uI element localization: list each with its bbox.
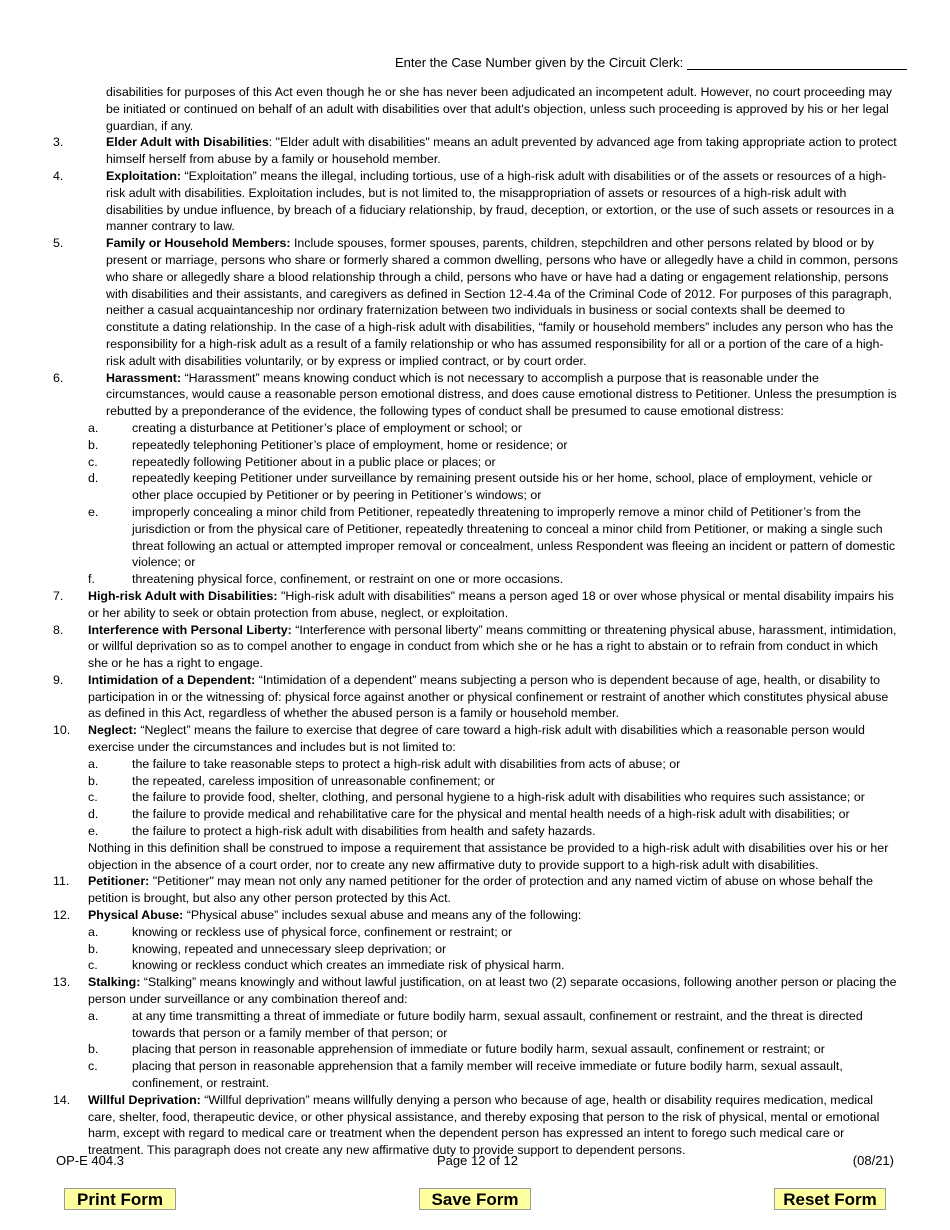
item-term: Family or Household Members: xyxy=(106,236,291,251)
item-term: Petitioner: xyxy=(88,874,150,889)
sub-text: knowing, repeated and unnecessary sleep deprivation; or xyxy=(132,941,447,956)
definition-item xyxy=(0,622,950,672)
print-form-button[interactable]: Print Form xyxy=(64,1188,176,1210)
intro-continuation: disabilities for purposes of this Act even though he or she has never been adjudicated an incompetent adult. However, no court proceeding may be initiated or continued on behalf of an adult with disabilities over that adult's objection, unless such proceeding is approved by his or her legal guardian, if any. xyxy=(106,85,892,133)
item-text: “Exploitation” means the illegal, including tortious, use of a high-risk adult with disabilities or of the assets or resources of a high-risk adult with disabilities. Exploitation includes, but is not limited to, the misappropriation of assets or resources of a high-risk adult with disabilities by undue influence, by breach of a fiduciary relationship, by fraud, deception, or extortion, or the use of such assets or resources in a manner contrary to law. xyxy=(106,168,894,234)
item-term: Exploitation: xyxy=(106,168,182,183)
sub-letter: a. xyxy=(88,756,99,771)
sub-item xyxy=(0,571,950,588)
sub-item xyxy=(0,420,950,437)
item-term: High-risk Adult with Disabilities: xyxy=(88,588,278,603)
definition-item xyxy=(0,974,950,1008)
sub-item xyxy=(0,1008,950,1042)
sub-item xyxy=(0,957,950,974)
item-term: Stalking: xyxy=(88,975,141,990)
sub-text: knowing or reckless use of physical force, confinement or restraint; or xyxy=(132,924,513,939)
item-text: "High-risk adult with disabilities" means a person aged 18 or over whose physical or mental disability impairs his or her ability to seek or obtain protection from abuse, neglect, or exploitation. xyxy=(88,588,894,620)
item-text: “Willful deprivation” means willfully denying a person who because of age, health or disability requires medication, medical care, shelter, food, therapeutic device, or other physical assistance, and thereby exposing that person to the risk of physical, mental or emotional harm, except with regard to medical care or treatment when the dependent person has expressed an intent to forego such medical care or treatment. This paragraph does not create any new affirmative duty to provide support to dependent persons. xyxy=(88,1092,880,1158)
sub-text: repeatedly telephoning Petitioner’s place of employment, home or residence; or xyxy=(132,437,568,452)
case-number-field[interactable] xyxy=(687,56,907,70)
item-number: 8. xyxy=(53,622,64,637)
neglect-note: Nothing in this definition shall be construed to impose a requirement that assistance be provided to a high-risk adult with disabilities over his or her objection in the absence of a court order, nor to create any new affirmative duty to provide support to a high-risk adult with disabilities. xyxy=(88,840,889,872)
sub-letter: b. xyxy=(88,773,99,788)
definition-item xyxy=(0,588,950,622)
item-number: 3. xyxy=(53,135,64,150)
sub-item xyxy=(0,823,950,840)
sub-item xyxy=(0,924,950,941)
sub-letter: b. xyxy=(88,1042,99,1057)
sub-letter: d. xyxy=(88,807,99,822)
sub-letter: c. xyxy=(88,1059,98,1074)
sub-text: the failure to take reasonable steps to protect a high-risk adult with disabilities from acts of abuse; or xyxy=(132,756,681,771)
item-number: 5. xyxy=(53,236,64,251)
item-term: Intimidation of a Dependent: xyxy=(88,672,256,687)
sub-letter: f. xyxy=(88,572,95,587)
item-text: “Intimidation of a dependent” means subjecting a person who is dependent because of age, health, or disability to participation in or the witnessing of: physical force against another or physical confinement or restraint of another which constitutes physical abuse as defined in this Act, regardless of whether the abused person is a family or household member. xyxy=(88,672,889,721)
sub-item xyxy=(0,1058,950,1092)
sub-item xyxy=(0,454,950,471)
definition-item xyxy=(0,722,950,756)
sub-letter: d. xyxy=(88,471,99,486)
form-id: OP-E 404.3 xyxy=(56,1153,124,1168)
sub-text: the failure to provide food, shelter, clothing, and personal hygiene to a high-risk adult with disabilities who requires such assistance; or xyxy=(132,790,865,805)
item-term: Willful Deprivation: xyxy=(88,1092,201,1107)
definition-item xyxy=(0,672,950,722)
sub-text: creating a disturbance at Petitioner’s place of employment or school; or xyxy=(132,420,523,435)
sub-item xyxy=(0,789,950,806)
item-term: Neglect: xyxy=(88,723,137,738)
definition-item xyxy=(0,370,950,420)
item-number: 9. xyxy=(53,672,64,687)
sub-text: placing that person in reasonable apprehension that a family member will receive immediate or future bodily harm, sexual assault, confinement, or restraint. xyxy=(132,1059,843,1091)
definition-item xyxy=(0,907,950,924)
item-text: “Neglect” means the failure to exercise that degree of care toward a high-risk adult with disabilities which a reasonable person would exercise under the circumstances and includes but is not limited to: xyxy=(88,723,865,755)
sub-text: the repeated, careless imposition of unreasonable confinement; or xyxy=(132,773,495,788)
sub-letter: a. xyxy=(88,1008,99,1023)
item-number: 6. xyxy=(53,370,64,385)
item-number: 4. xyxy=(53,168,64,183)
sub-letter: a. xyxy=(88,924,99,939)
item-number: 10. xyxy=(53,723,71,738)
definitions-body xyxy=(0,84,950,1159)
item-term: Interference with Personal Liberty: xyxy=(88,622,292,637)
sub-text: the failure to provide medical and rehabilitative care for the physical and mental health needs of a high-risk adult with disabilities; or xyxy=(132,807,850,822)
definition-item xyxy=(0,873,950,907)
sub-letter: c. xyxy=(88,790,98,805)
sub-text: knowing or reckless conduct which creates an immediate risk of physical harm. xyxy=(132,958,565,973)
item-text: “Harassment” means knowing conduct which is not necessary to accomplish a purpose that is reasonable under the circumstances, would cause a reasonable person emotional distress, and does cause emotional distress to Petitioner. Unless the presumption is rebutted by a preponderance of the evidence, the following types of conduct shall be presumed to cause emotional distress: xyxy=(106,370,897,419)
sub-text: threatening physical force, confinement, or restraint on one or more occasions. xyxy=(132,572,564,587)
sub-text: repeatedly keeping Petitioner under surveillance by remaining present outside his or her home, school, place of employment, vehicle or other place occupied by Petitioner or by peering in Petitioner’s windows; or xyxy=(132,471,873,503)
sub-item xyxy=(0,504,950,571)
sub-item xyxy=(0,470,950,504)
definition-item xyxy=(0,134,950,168)
item-term: Physical Abuse: xyxy=(88,908,184,923)
revision-date: (08/21) xyxy=(852,1153,894,1168)
sub-text: improperly concealing a minor child from Petitioner, repeatedly threatening to improperly remove a minor child of Petitioner’s from the jurisdiction or from the physical care of Petitioner, repeatedly threatening to conceal a minor child from Petitioner, or making a single such threat following an actual or attempted improper removal or concealment, unless Respondent was fleeing an incident or pattern of domestic violence; or xyxy=(132,504,896,570)
sub-item xyxy=(0,1041,950,1058)
item-number: 14. xyxy=(53,1092,71,1107)
sub-letter: c. xyxy=(88,958,98,973)
page-number: Page 12 of 12 xyxy=(437,1153,518,1168)
item-number: 13. xyxy=(53,975,71,990)
item-text: “Interference with personal liberty” means committing or threatening physical abuse, harassment, intimidation, or willful deprivation so as to compel another to engage in conduct from which she or he has a right to abstain or to refrain from conduct in which she or he has a right to engage. xyxy=(88,622,897,671)
sub-item xyxy=(0,806,950,823)
item-text: "Petitioner" may mean not only any named petitioner for the order of protection and any named victim of abuse on whose behalf the petition is brought, but also any other person protected by this Act. xyxy=(88,874,874,906)
item-text: “Physical abuse” includes sexual abuse and means any of the following: xyxy=(183,908,582,923)
item-number: 12. xyxy=(53,908,71,923)
sub-text: at any time transmitting a threat of immediate or future bodily harm, sexual assault, confinement or restraint, and the threat is directed towards that person or a family member of that person; or xyxy=(132,1008,863,1040)
definition-item xyxy=(0,168,950,235)
sub-letter: a. xyxy=(88,420,99,435)
definition-item xyxy=(0,235,950,369)
definition-item xyxy=(0,1092,950,1159)
item-text: : "Elder adult with disabilities" means an adult prevented by advanced age from taking appropriate action to protect himself herself from abuse by a family or household member. xyxy=(106,135,897,167)
item-number: 7. xyxy=(53,588,64,603)
case-number-header xyxy=(395,55,907,70)
item-term: Harassment: xyxy=(106,370,182,385)
item-text: “Stalking” means knowingly and without lawful justification, on at least two (2) separate occasions, following another person or placing the person under surveillance or any combination thereof and: xyxy=(88,975,897,1007)
sub-text: placing that person in reasonable apprehension of immediate or future bodily harm, sexual assault, confinement or restraint; or xyxy=(132,1042,825,1057)
sub-text: the failure to protect a high-risk adult with disabilities from health and safety hazards. xyxy=(132,824,596,839)
reset-form-button[interactable]: Reset Form xyxy=(774,1188,886,1210)
item-term: Elder Adult with Disabilities xyxy=(106,135,269,150)
sub-item xyxy=(0,773,950,790)
sub-letter: e. xyxy=(88,824,99,839)
sub-letter: b. xyxy=(88,437,99,452)
save-form-button[interactable]: Save Form xyxy=(419,1188,531,1210)
item-text: Include spouses, former spouses, parents, children, stepchildren and other persons related by blood or by present or marriage, persons who share or formerly shared a common dwelling, persons who have or allegedly have a child in common, persons who share or allegedly share a blood relationship through a child, persons who have or have had a dating or engagement relationship, persons with disabilities and their assistants, and caregivers as defined in Section 12-4.4a of the Criminal Code of 2012. For purposes of this paragraph, neither a casual acquaintanceship nor ordinary fraternization between two individuals in business or social contexts shall be deemed to constitute a dating relationship. In the case of a high-risk adult with disabilities, “family or household members” includes any person who has the responsibility for a high-risk adult as a result of a family relationship or who has assumed responsibility for all or a portion of the care of a high-risk adult with disabilities voluntarily, or by express or implied contract, or by court order. xyxy=(106,236,899,368)
sub-text: repeatedly following Petitioner about in a public place or places; or xyxy=(132,454,496,469)
sub-item xyxy=(0,941,950,958)
case-number-label: Enter the Case Number given by the Circuit Clerk: xyxy=(395,55,684,70)
sub-item xyxy=(0,756,950,773)
sub-letter: c. xyxy=(88,454,98,469)
sub-letter: b. xyxy=(88,941,99,956)
sub-item xyxy=(0,437,950,454)
sub-letter: e. xyxy=(88,504,99,519)
item-number: 11. xyxy=(53,874,70,889)
